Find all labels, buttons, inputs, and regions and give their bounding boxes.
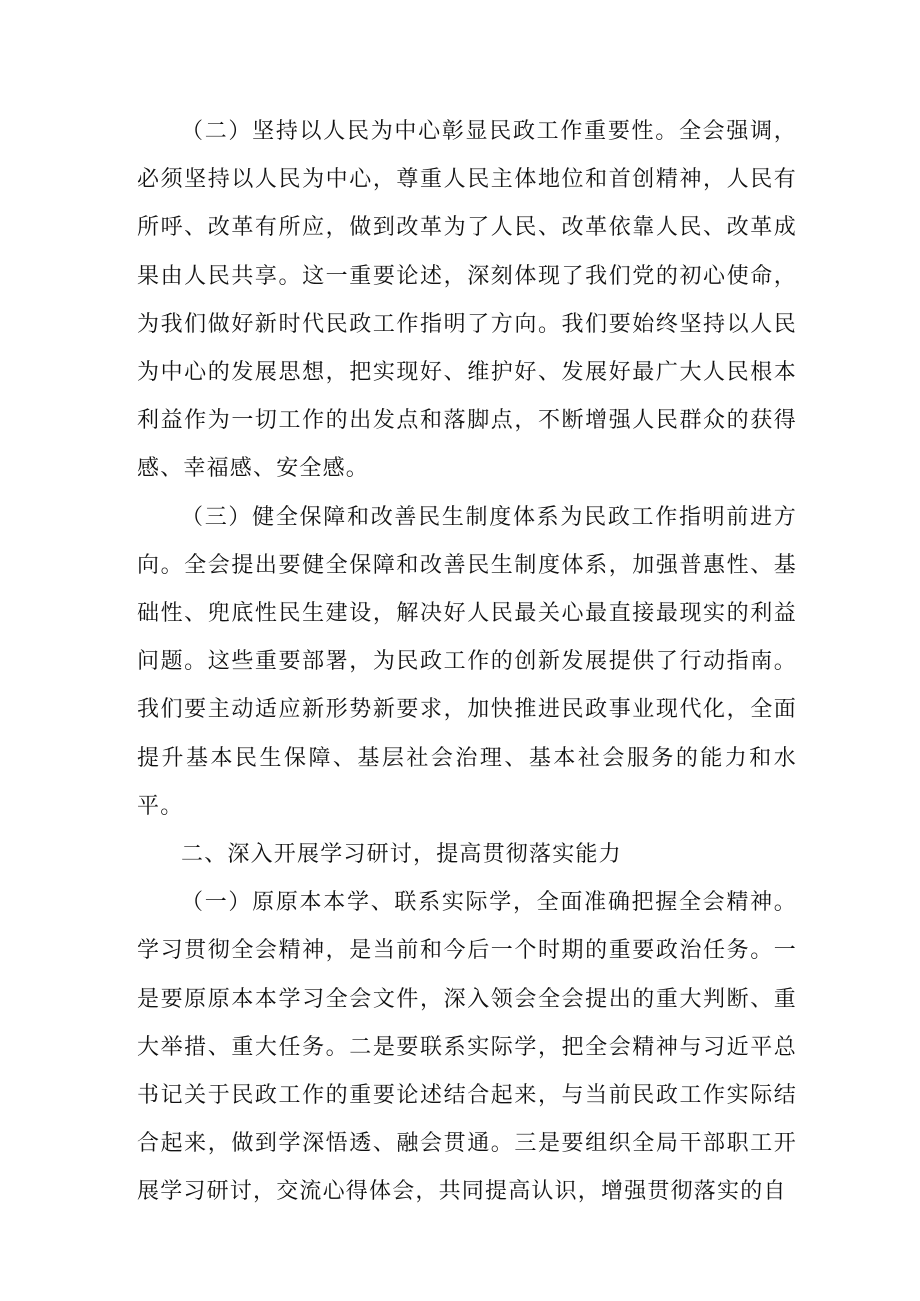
- section-heading-2: 二、深入开展学习研讨，提高贯彻落实能力: [181, 842, 622, 868]
- paragraph-section-2-3: （三）健全保障和改善民生制度体系为民政工作指明前进方向。全会提出要健全保障和改善民生制度体系，加强普惠性、基础性、兜底性民生建设，解决好人民最关心最直接最现实的利益问题。这些重要部署，为民政工作的创新发展提供了行动指南。我们要主动适应新形势新要求，加快推进民政事业现代化，全面提升基本民生保障、基层社会治理、基本社会服务的能力和水平。: [137, 504, 797, 819]
- paragraph-section-2-2: （二）坚持以人民为中心彰显民政工作重要性。全会强调，必须坚持以人民为中心，尊重人民主体地位和首创精神，人民有所呼、改革有所应，做到改革为了人民、改革依靠人民、改革成果由人民共享。这一重要论述，深刻体现了我们党的初心使命，为我们做好新时代民政工作指明了方向。我们要始终坚持以人民为中心的发展思想，把实现好、维护好、发展好最广大人民根本利益作为一切工作的出发点和落脚点，不断增强人民群众的获得感、幸福感、安全感。: [137, 119, 797, 482]
- document-body: [137, 108, 797, 1217]
- paragraph-section-3-1: （一）原原本本学、联系实际学，全面准确把握全会精神。学习贯彻全会精神，是当前和今后一个时期的重要政治任务。一是要原原本本学习全会文件，深入领会全会提出的重大判断、重大举措、重大任务。二是要联系实际学，把全会精神与习近平总书记关于民政工作的重要论述结合起来，与当前民政工作实际结合起来，做到学深悟透、融会贯通。三是要组织全局干部职工开展学习研讨，交流心得体会，共同提高认识，增强贯彻落实的自: [137, 890, 797, 1205]
